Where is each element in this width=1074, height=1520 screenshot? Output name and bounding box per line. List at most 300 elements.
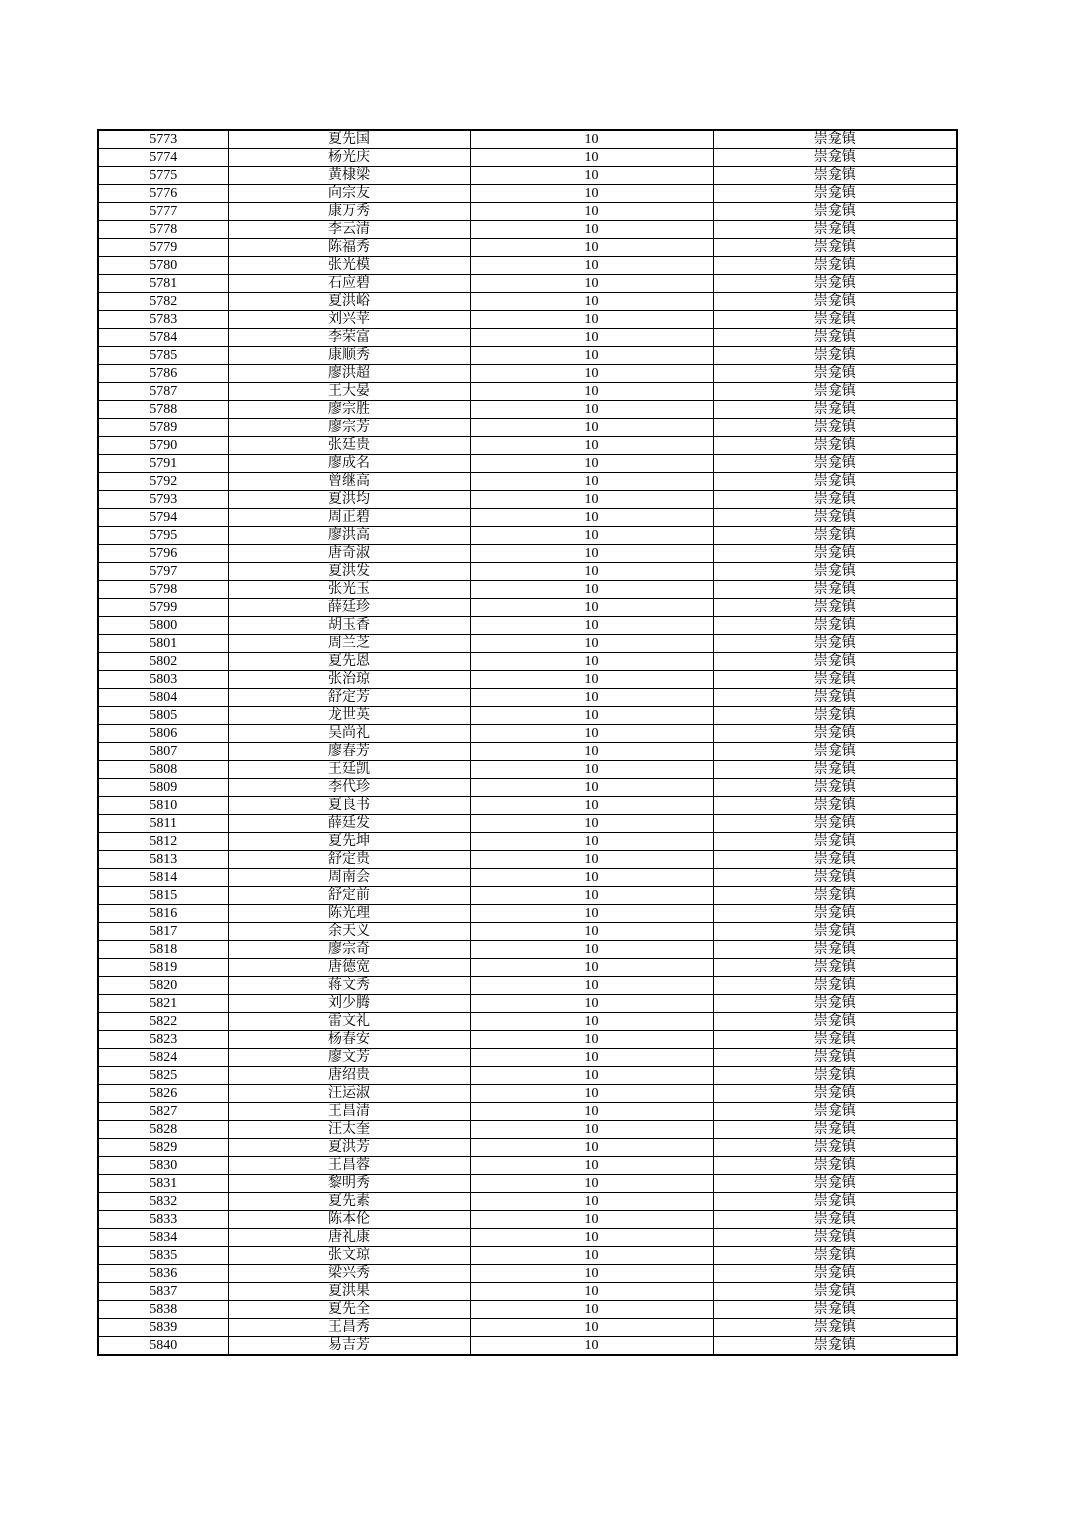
cell-name: 廖宗芳 (228, 419, 470, 437)
table-row (98, 203, 957, 221)
table-row (98, 1085, 957, 1103)
cell-amount: 10 (470, 599, 713, 617)
table-row (98, 599, 957, 617)
cell-id: 5780 (98, 257, 228, 275)
cell-amount: 10 (470, 689, 713, 707)
cell-town: 崇龛镇 (713, 797, 957, 815)
cell-town: 崇龛镇 (713, 1283, 957, 1301)
table-row (98, 455, 957, 473)
table-row (98, 635, 957, 653)
cell-amount: 10 (470, 617, 713, 635)
table-row (98, 977, 957, 995)
cell-amount: 10 (470, 1193, 713, 1211)
cell-amount: 10 (470, 563, 713, 581)
cell-town: 崇龛镇 (713, 941, 957, 959)
cell-id: 5822 (98, 1013, 228, 1031)
cell-amount: 10 (470, 905, 713, 923)
cell-name: 刘兴苹 (228, 311, 470, 329)
table-row (98, 671, 957, 689)
table-row (98, 1301, 957, 1319)
cell-amount: 10 (470, 869, 713, 887)
cell-town: 崇龛镇 (713, 401, 957, 419)
cell-amount: 10 (470, 977, 713, 995)
table-row (98, 779, 957, 797)
cell-town: 崇龛镇 (713, 1175, 957, 1193)
cell-amount: 10 (470, 1139, 713, 1157)
cell-name: 周南会 (228, 869, 470, 887)
table-row (98, 941, 957, 959)
table-row (98, 185, 957, 203)
cell-amount: 10 (470, 635, 713, 653)
table-row (98, 275, 957, 293)
cell-name: 王昌蓉 (228, 1157, 470, 1175)
table-row (98, 833, 957, 851)
cell-name: 唐绍贵 (228, 1067, 470, 1085)
cell-id: 5826 (98, 1085, 228, 1103)
cell-id: 5833 (98, 1211, 228, 1229)
cell-town: 崇龛镇 (713, 1085, 957, 1103)
cell-id: 5832 (98, 1193, 228, 1211)
cell-name: 夏先国 (228, 130, 470, 149)
cell-id: 5788 (98, 401, 228, 419)
cell-town: 崇龛镇 (713, 167, 957, 185)
cell-amount: 10 (470, 1337, 713, 1356)
table-row (98, 959, 957, 977)
cell-town: 崇龛镇 (713, 185, 957, 203)
cell-town: 崇龛镇 (713, 1031, 957, 1049)
cell-amount: 10 (470, 473, 713, 491)
table-row (98, 923, 957, 941)
cell-name: 舒定芳 (228, 689, 470, 707)
cell-amount: 10 (470, 239, 713, 257)
cell-town: 崇龛镇 (713, 887, 957, 905)
table-row (98, 581, 957, 599)
cell-name: 张治琼 (228, 671, 470, 689)
cell-town: 崇龛镇 (713, 130, 957, 149)
cell-id: 5801 (98, 635, 228, 653)
cell-town: 崇龛镇 (713, 221, 957, 239)
cell-amount: 10 (470, 995, 713, 1013)
cell-town: 崇龛镇 (713, 1139, 957, 1157)
cell-amount: 10 (470, 959, 713, 977)
cell-town: 崇龛镇 (713, 725, 957, 743)
cell-amount: 10 (470, 1301, 713, 1319)
cell-id: 5779 (98, 239, 228, 257)
cell-town: 崇龛镇 (713, 311, 957, 329)
cell-id: 5802 (98, 653, 228, 671)
cell-amount: 10 (470, 257, 713, 275)
cell-town: 崇龛镇 (713, 257, 957, 275)
cell-town: 崇龛镇 (713, 437, 957, 455)
cell-id: 5791 (98, 455, 228, 473)
cell-name: 陈光理 (228, 905, 470, 923)
cell-town: 崇龛镇 (713, 293, 957, 311)
cell-name: 张廷贵 (228, 437, 470, 455)
cell-id: 5831 (98, 1175, 228, 1193)
cell-town: 崇龛镇 (713, 815, 957, 833)
cell-town: 崇龛镇 (713, 761, 957, 779)
cell-town: 崇龛镇 (713, 1067, 957, 1085)
cell-amount: 10 (470, 221, 713, 239)
cell-town: 崇龛镇 (713, 869, 957, 887)
cell-name: 陈福秀 (228, 239, 470, 257)
table-row (98, 401, 957, 419)
cell-name: 李云清 (228, 221, 470, 239)
cell-name: 王昌清 (228, 1103, 470, 1121)
cell-id: 5798 (98, 581, 228, 599)
cell-id: 5794 (98, 509, 228, 527)
cell-amount: 10 (470, 851, 713, 869)
cell-name: 周正碧 (228, 509, 470, 527)
cell-id: 5840 (98, 1337, 228, 1356)
cell-amount: 10 (470, 779, 713, 797)
cell-amount: 10 (470, 329, 713, 347)
table-row (98, 743, 957, 761)
cell-name: 舒定前 (228, 887, 470, 905)
cell-town: 崇龛镇 (713, 563, 957, 581)
cell-name: 康顺秀 (228, 347, 470, 365)
cell-amount: 10 (470, 1211, 713, 1229)
cell-name: 张光模 (228, 257, 470, 275)
cell-name: 廖宗奇 (228, 941, 470, 959)
cell-amount: 10 (470, 1067, 713, 1085)
table-row (98, 1103, 957, 1121)
cell-town: 崇龛镇 (713, 509, 957, 527)
cell-amount: 10 (470, 761, 713, 779)
cell-name: 张光玉 (228, 581, 470, 599)
table-row (98, 1139, 957, 1157)
cell-name: 梁兴秀 (228, 1265, 470, 1283)
cell-town: 崇龛镇 (713, 1247, 957, 1265)
cell-town: 崇龛镇 (713, 275, 957, 293)
cell-id: 5814 (98, 869, 228, 887)
cell-name: 余天义 (228, 923, 470, 941)
table-row (98, 329, 957, 347)
cell-name: 李荣富 (228, 329, 470, 347)
cell-name: 汪太奎 (228, 1121, 470, 1139)
cell-name: 夏洪芳 (228, 1139, 470, 1157)
cell-town: 崇龛镇 (713, 1211, 957, 1229)
cell-amount: 10 (470, 130, 713, 149)
cell-town: 崇龛镇 (713, 491, 957, 509)
cell-town: 崇龛镇 (713, 779, 957, 797)
cell-amount: 10 (470, 455, 713, 473)
cell-town: 崇龛镇 (713, 1103, 957, 1121)
cell-amount: 10 (470, 167, 713, 185)
cell-name: 夏先坤 (228, 833, 470, 851)
table-row (98, 311, 957, 329)
cell-id: 5817 (98, 923, 228, 941)
table-row (98, 617, 957, 635)
cell-name: 周兰芝 (228, 635, 470, 653)
cell-id: 5806 (98, 725, 228, 743)
table-row (98, 797, 957, 815)
table-row (98, 383, 957, 401)
cell-town: 崇龛镇 (713, 1157, 957, 1175)
cell-town: 崇龛镇 (713, 203, 957, 221)
cell-id: 5804 (98, 689, 228, 707)
table-row (98, 815, 957, 833)
cell-name: 廖宗胜 (228, 401, 470, 419)
table-row (98, 437, 957, 455)
cell-amount: 10 (470, 419, 713, 437)
table-row (98, 761, 957, 779)
cell-id: 5821 (98, 995, 228, 1013)
table-row (98, 725, 957, 743)
cell-amount: 10 (470, 311, 713, 329)
cell-id: 5837 (98, 1283, 228, 1301)
table-row (98, 653, 957, 671)
cell-id: 5800 (98, 617, 228, 635)
cell-id: 5839 (98, 1319, 228, 1337)
cell-town: 崇龛镇 (713, 527, 957, 545)
cell-id: 5803 (98, 671, 228, 689)
cell-amount: 10 (470, 1265, 713, 1283)
cell-amount: 10 (470, 527, 713, 545)
data-table (97, 129, 958, 1356)
table-row (98, 1319, 957, 1337)
cell-amount: 10 (470, 707, 713, 725)
cell-town: 崇龛镇 (713, 419, 957, 437)
table-row (98, 130, 957, 149)
cell-name: 石应碧 (228, 275, 470, 293)
cell-amount: 10 (470, 491, 713, 509)
cell-id: 5787 (98, 383, 228, 401)
cell-amount: 10 (470, 1175, 713, 1193)
cell-name: 李代珍 (228, 779, 470, 797)
cell-amount: 10 (470, 653, 713, 671)
cell-amount: 10 (470, 1013, 713, 1031)
cell-name: 廖春芳 (228, 743, 470, 761)
cell-name: 夏洪均 (228, 491, 470, 509)
cell-name: 夏洪发 (228, 563, 470, 581)
cell-amount: 10 (470, 347, 713, 365)
table-row (98, 293, 957, 311)
cell-amount: 10 (470, 1121, 713, 1139)
cell-name: 唐奇淑 (228, 545, 470, 563)
cell-amount: 10 (470, 185, 713, 203)
table-row (98, 167, 957, 185)
cell-amount: 10 (470, 509, 713, 527)
cell-amount: 10 (470, 1049, 713, 1067)
cell-id: 5835 (98, 1247, 228, 1265)
cell-town: 崇龛镇 (713, 1013, 957, 1031)
table-row (98, 1337, 957, 1356)
cell-town: 崇龛镇 (713, 365, 957, 383)
cell-name: 向宗友 (228, 185, 470, 203)
cell-name: 唐德宽 (228, 959, 470, 977)
cell-amount: 10 (470, 725, 713, 743)
cell-name: 夏先恩 (228, 653, 470, 671)
cell-id: 5810 (98, 797, 228, 815)
cell-amount: 10 (470, 149, 713, 167)
table-row (98, 509, 957, 527)
cell-id: 5776 (98, 185, 228, 203)
table-row (98, 563, 957, 581)
cell-town: 崇龛镇 (713, 977, 957, 995)
cell-town: 崇龛镇 (713, 743, 957, 761)
cell-name: 胡玉香 (228, 617, 470, 635)
cell-town: 崇龛镇 (713, 923, 957, 941)
cell-town: 崇龛镇 (713, 347, 957, 365)
cell-name: 舒定贵 (228, 851, 470, 869)
cell-id: 5838 (98, 1301, 228, 1319)
cell-id: 5819 (98, 959, 228, 977)
cell-name: 蒋文秀 (228, 977, 470, 995)
table-row (98, 221, 957, 239)
cell-name: 吴尚礼 (228, 725, 470, 743)
cell-id: 5807 (98, 743, 228, 761)
cell-town: 崇龛镇 (713, 905, 957, 923)
cell-amount: 10 (470, 797, 713, 815)
cell-name: 夏洪峪 (228, 293, 470, 311)
cell-id: 5789 (98, 419, 228, 437)
cell-town: 崇龛镇 (713, 959, 957, 977)
cell-amount: 10 (470, 203, 713, 221)
table-row (98, 887, 957, 905)
cell-name: 易吉芳 (228, 1337, 470, 1356)
cell-name: 薛廷珍 (228, 599, 470, 617)
cell-id: 5775 (98, 167, 228, 185)
cell-amount: 10 (470, 581, 713, 599)
cell-id: 5827 (98, 1103, 228, 1121)
cell-id: 5816 (98, 905, 228, 923)
table-row (98, 851, 957, 869)
table-row (98, 1121, 957, 1139)
cell-town: 崇龛镇 (713, 1301, 957, 1319)
table-row (98, 1031, 957, 1049)
cell-id: 5828 (98, 1121, 228, 1139)
cell-id: 5786 (98, 365, 228, 383)
cell-amount: 10 (470, 1157, 713, 1175)
cell-town: 崇龛镇 (713, 383, 957, 401)
cell-name: 夏先素 (228, 1193, 470, 1211)
cell-town: 崇龛镇 (713, 1229, 957, 1247)
table-row (98, 149, 957, 167)
table-row (98, 419, 957, 437)
cell-town: 崇龛镇 (713, 653, 957, 671)
cell-name: 龙世英 (228, 707, 470, 725)
cell-id: 5834 (98, 1229, 228, 1247)
cell-amount: 10 (470, 671, 713, 689)
cell-town: 崇龛镇 (713, 1193, 957, 1211)
cell-name: 王昌秀 (228, 1319, 470, 1337)
table-row (98, 365, 957, 383)
cell-id: 5815 (98, 887, 228, 905)
cell-amount: 10 (470, 401, 713, 419)
cell-amount: 10 (470, 1229, 713, 1247)
cell-id: 5795 (98, 527, 228, 545)
cell-town: 崇龛镇 (713, 581, 957, 599)
cell-amount: 10 (470, 365, 713, 383)
cell-name: 杨春安 (228, 1031, 470, 1049)
table-row (98, 869, 957, 887)
cell-amount: 10 (470, 941, 713, 959)
cell-id: 5797 (98, 563, 228, 581)
table-row (98, 239, 957, 257)
cell-id: 5805 (98, 707, 228, 725)
cell-town: 崇龛镇 (713, 707, 957, 725)
table-body (98, 130, 957, 1355)
cell-town: 崇龛镇 (713, 617, 957, 635)
cell-name: 廖文芳 (228, 1049, 470, 1067)
cell-id: 5808 (98, 761, 228, 779)
cell-name: 廖成名 (228, 455, 470, 473)
cell-name: 黄棣梁 (228, 167, 470, 185)
cell-town: 崇龛镇 (713, 995, 957, 1013)
table-row (98, 707, 957, 725)
cell-id: 5778 (98, 221, 228, 239)
table-row (98, 1229, 957, 1247)
cell-name: 夏良书 (228, 797, 470, 815)
cell-town: 崇龛镇 (713, 545, 957, 563)
cell-amount: 10 (470, 1247, 713, 1265)
cell-name: 黎明秀 (228, 1175, 470, 1193)
cell-id: 5793 (98, 491, 228, 509)
cell-name: 夏洪果 (228, 1283, 470, 1301)
cell-id: 5796 (98, 545, 228, 563)
table-row (98, 1211, 957, 1229)
table-row (98, 1247, 957, 1265)
cell-id: 5811 (98, 815, 228, 833)
cell-town: 崇龛镇 (713, 1319, 957, 1337)
cell-amount: 10 (470, 293, 713, 311)
table-row (98, 1265, 957, 1283)
cell-name: 刘少腾 (228, 995, 470, 1013)
cell-town: 崇龛镇 (713, 689, 957, 707)
cell-name: 曾继高 (228, 473, 470, 491)
cell-name: 廖洪超 (228, 365, 470, 383)
cell-name: 王廷凯 (228, 761, 470, 779)
cell-id: 5818 (98, 941, 228, 959)
cell-name: 雷文礼 (228, 1013, 470, 1031)
table-row (98, 689, 957, 707)
cell-town: 崇龛镇 (713, 473, 957, 491)
cell-town: 崇龛镇 (713, 635, 957, 653)
cell-name: 唐礼康 (228, 1229, 470, 1247)
cell-town: 崇龛镇 (713, 455, 957, 473)
cell-name: 薛廷发 (228, 815, 470, 833)
cell-id: 5785 (98, 347, 228, 365)
cell-amount: 10 (470, 743, 713, 761)
cell-town: 崇龛镇 (713, 1265, 957, 1283)
cell-amount: 10 (470, 887, 713, 905)
table-row (98, 491, 957, 509)
cell-amount: 10 (470, 383, 713, 401)
cell-amount: 10 (470, 1085, 713, 1103)
table-row (98, 995, 957, 1013)
cell-id: 5790 (98, 437, 228, 455)
cell-name: 王大晏 (228, 383, 470, 401)
cell-id: 5820 (98, 977, 228, 995)
cell-town: 崇龛镇 (713, 1049, 957, 1067)
cell-id: 5830 (98, 1157, 228, 1175)
table-row (98, 1175, 957, 1193)
cell-name: 康万秀 (228, 203, 470, 221)
cell-amount: 10 (470, 1319, 713, 1337)
table-row (98, 527, 957, 545)
cell-id: 5823 (98, 1031, 228, 1049)
cell-amount: 10 (470, 437, 713, 455)
table-row (98, 257, 957, 275)
table-row (98, 1157, 957, 1175)
cell-id: 5781 (98, 275, 228, 293)
cell-amount: 10 (470, 545, 713, 563)
cell-id: 5784 (98, 329, 228, 347)
cell-id: 5799 (98, 599, 228, 617)
table-row (98, 347, 957, 365)
cell-id: 5829 (98, 1139, 228, 1157)
